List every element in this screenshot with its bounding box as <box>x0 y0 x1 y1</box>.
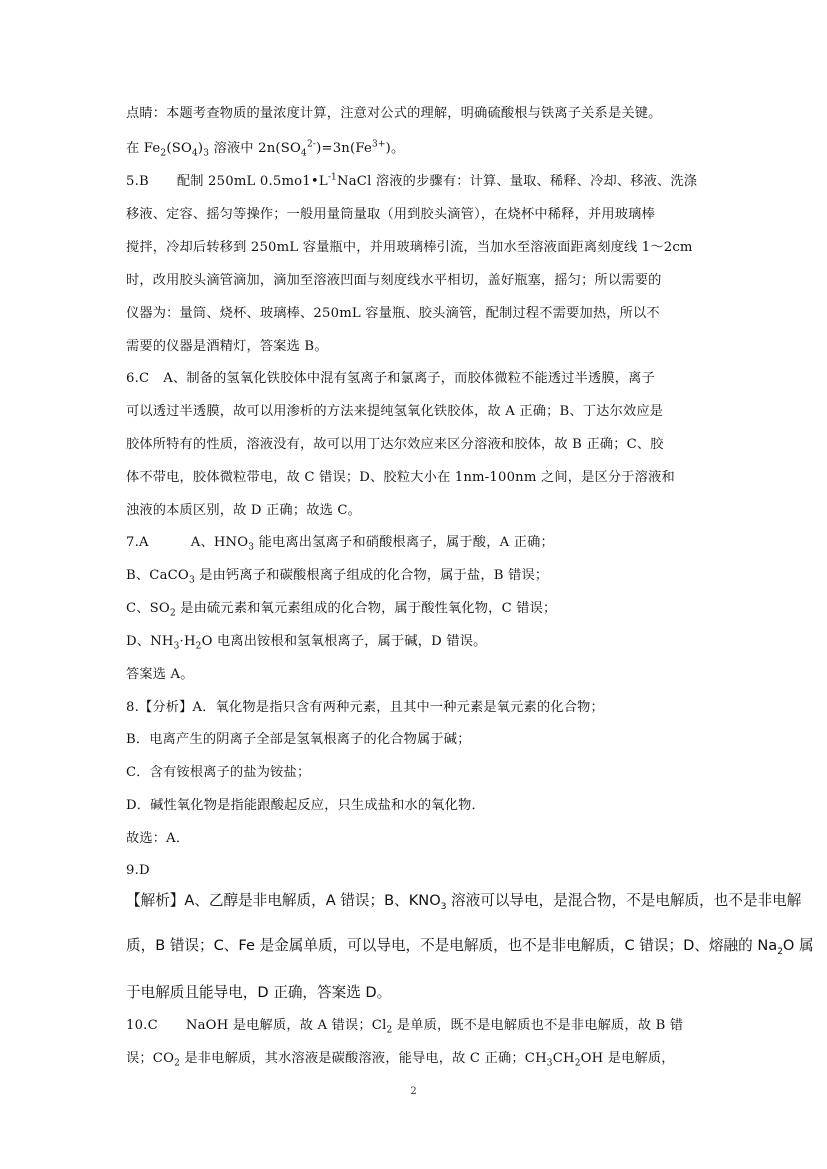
question-number: 6.C <box>126 371 150 386</box>
text-line: 胶体所特有的性质，溶液没有，故可以用丁达尔效应来区分溶液和胶体，故 B 正确；C、胶 <box>126 437 664 452</box>
text-line: D．碱性氧化物是指能跟酸起反应，只生成盐和水的氧化物． <box>126 798 485 813</box>
question-8-line: 8.【分析】A．氧化物是指只含有两种元素，且其中一种元素是氧元素的化合物； <box>126 700 604 715</box>
text-line: B．电离产生的阴离子全部是氢氧根离子的化合物属于碱； <box>126 732 471 747</box>
text-line: 可以透过半透膜，故可以用渗析的方法来提纯氢氧化铁胶体，故 A 正确；B、丁达尔效应是 <box>126 404 664 419</box>
text-line: 于电解质且能导电，D 正确，答案选 D。 <box>126 984 392 1001</box>
text-line: 答案选 A。 <box>126 667 194 682</box>
question-7-line: 7.A A、$HNO_3$ 能电离出氢离子和硝酸根离子，属于酸，A 正确； <box>126 535 554 553</box>
question-9-number: 9.D <box>126 863 150 878</box>
text-line: C．含有铵根离子的盐为铵盐； <box>126 765 311 780</box>
question-number: 7.A <box>126 535 149 550</box>
text-line: 移液、定容、摇匀等操作；一般用量筒量取（用到胶头滴管），在烧杯中稀释，并用玻璃棒 <box>126 207 655 222</box>
text-line: 质，B 错误；C、Fe 是金属单质，可以导电，不是电解质，也不是非电解质，C 错误；D、熔融的 $Na_2O$ 属 <box>126 937 814 957</box>
text-line: 需要的仪器是酒精灯，答案选 B。 <box>126 339 328 354</box>
text-line: 浊液的本质区别，故 D 正确；故选 C。 <box>126 503 362 518</box>
text-line: 仪器为：量筒、烧杯、玻璃棒、250mL 容量瓶、胶头滴管，配制过程不需要加热，所以不 <box>126 306 660 321</box>
text-line: 体不带电，胶体微粒带电，故 C 错误；D、胶粒大小在 1nm-100nm 之间，是区分于溶液和 <box>126 470 675 485</box>
question-6-line: 6.C A、制备的氢氧化铁胶体中混有氢离子和氯离子，而胶体微粒不能透过半透膜，离子 <box>126 371 655 386</box>
page-number: 2 <box>410 1086 417 1097</box>
text-line: 误；$CO_2$ 是非电解质，其水溶液是碳酸溶液，能导电，故 C 正确；$CH_3CH_2OH$ 是电解质， <box>126 1051 675 1069</box>
text-line: B、CaCO$_3$ 是由钙离子和碳酸根离子组成的化合物，属于盐，B 错误； <box>126 568 549 586</box>
text-line: 点睛：本题考查物质的量浓度计算，注意对公式的理解，明确硫酸根与铁离子关系是关键。 <box>126 106 662 121</box>
text-line: 搅拌，冷却后转移到 250mL 容量瓶中，并用玻璃棒引流，当加水至溶液面距离刻度线 1～2cm <box>126 240 693 255</box>
text-line: 时，改用胶头滴管滴加，滴加至溶液凹面与刻度线水平相切，盖好瓶塞，摇匀；所以需要的 <box>126 273 662 288</box>
question-number: 10.C <box>126 1018 158 1033</box>
text-line: D、$NH_3\cdot H_2O$ 电离出铵根和氢氧根离子，属于碱，D 错误。 <box>126 634 487 652</box>
question-number: 5.B <box>126 174 149 189</box>
question-10-line: 10.C NaOH 是电解质，故 A 错误；$Cl_2$ 是单质，既不是电解质也不是非电解质，故 B 错 <box>126 1018 684 1036</box>
text-line: C、$SO_2$ 是由硫元素和氧元素组成的化合物，属于酸性氧化物，C 错误； <box>126 601 557 619</box>
text-line: 在 $Fe_2(SO_4)_3$ 溶液中 $2n(SO_4^{2-})=3n(Fe^{3+})$。 <box>126 139 405 159</box>
question-5-line: 5.B 配制 250mL $0.5mo1•L^{-1}NaCl$ 溶液的步骤有：计算、量取、稀释、冷却、移液、洗涤 <box>126 172 698 189</box>
text-line: 【解析】A、乙醇是非电解质，A 错误；B、$KNO_3$ 溶液可以导电，是混合物，不是电解质，也不是非电解 <box>126 892 802 912</box>
text-line: 故选：A． <box>126 831 190 846</box>
